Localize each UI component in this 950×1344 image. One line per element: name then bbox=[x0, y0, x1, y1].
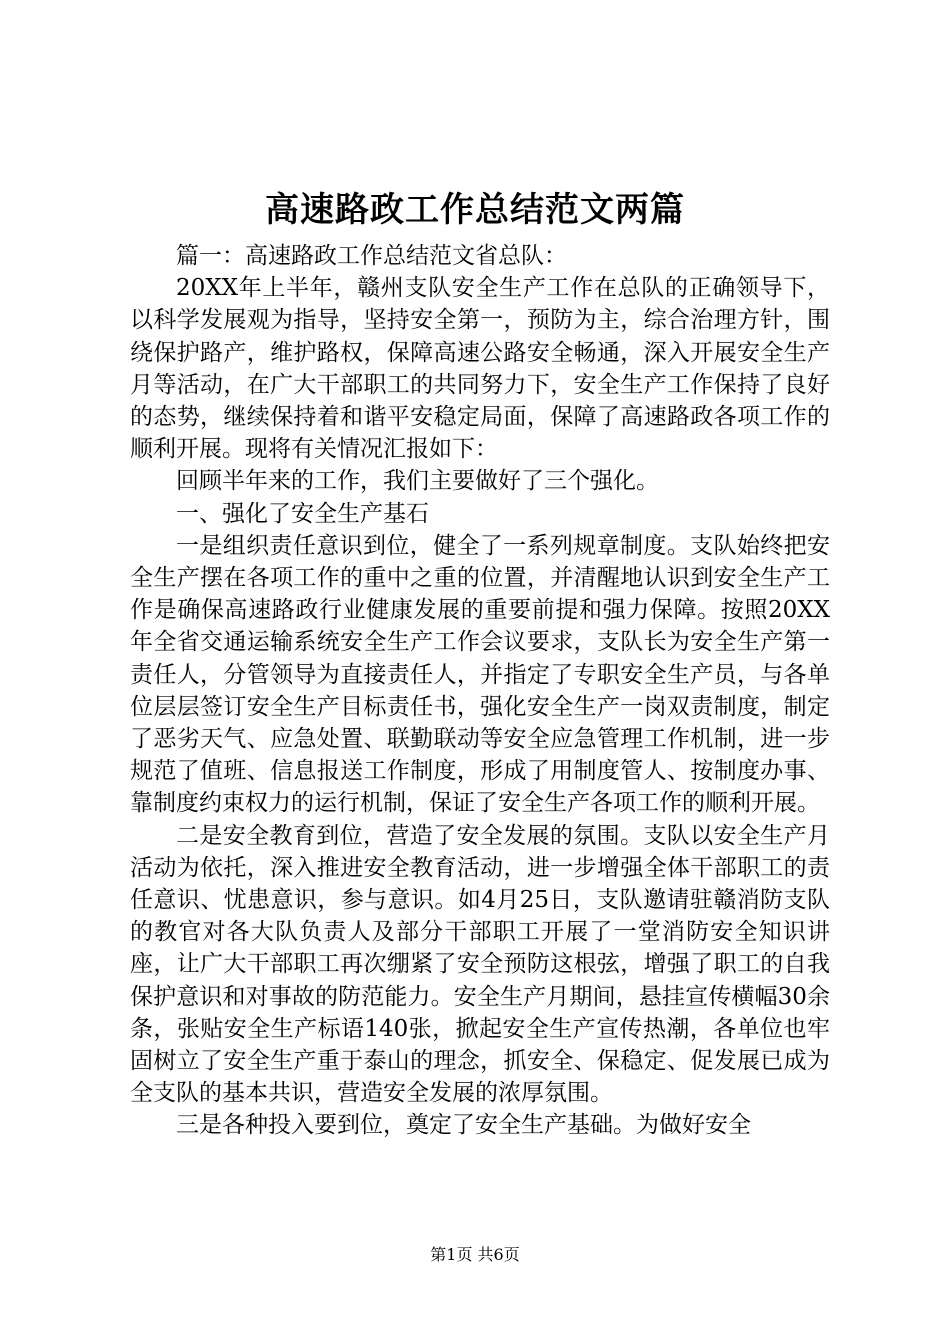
paragraph-section-heading: 篇一：高速路政工作总结范文省总队： bbox=[176, 243, 567, 269]
paragraph-heading-one: 一、强化了安全生产基石 bbox=[176, 500, 429, 527]
paragraph-intro: 20XX年上半年，赣州支队安全生产工作在总队的正确领导下，以科学发展观为指导，坚持安全第一，预防为主，综合治理方针，围绕保护路产，维护路权，保障高速公路安全畅通，深入开展安全生产月等活动，在广大干部职工的共同努力下，安全生产工作保持了良好的态势，继续保持着和谐平安稳定局面，保障了高速路政各项工作的顺利开展。现将有关情况汇报如下： bbox=[130, 275, 830, 463]
paragraph-point-three: 三是各种投入要到位，奠定了安全生产基础。为做好安全 bbox=[176, 1112, 751, 1139]
document-body bbox=[130, 240, 830, 1142]
paragraph-review: 回顾半年来的工作，我们主要做好了三个强化。 bbox=[176, 468, 659, 495]
page-number: 第1页 共6页 bbox=[430, 1245, 520, 1264]
paragraph-point-one: 一是组织责任意识到位，健全了一系列规章制度。支队始终把安全生产摆在各项工作的重中之重的位置，并清醒地认识到安全生产工作是确保高速路政行业健康发展的重要前提和强力保障。按照20XX年全省交通运输系统安全生产工作会议要求，支队长为安全生产第一责任人，分管领导为直接责任人，并指定了专职安全生产员，与各单位层层签订安全生产目标责任书，强化安全生产一岗双责制度，制定了恶劣天气、应急处置、联勤联动等安全应急管理工作机制，进一步规范了值班、信息报送工作制度，形成了用制度管人、按制度办事、靠制度约束权力的运行机制，保证了安全生产各项工作的顺利开展。 bbox=[130, 532, 830, 817]
paragraph-point-two: 二是安全教育到位，营造了安全发展的氛围。支队以安全生产月活动为依托，深入推进安全教育活动，进一步增强全体干部职工的责任意识、忧患意识，参与意识。如4月25日，支队邀请驻赣消防支队的教官对各大队负责人及部分干部职工开展了一堂消防安全知识讲座，让广大干部职工再次绷紧了安全预防这根弦，增强了职工的自我保护意识和对事故的防范能力。安全生产月期间，悬挂宣传横幅30余条，张贴安全生产标语140张，掀起安全生产宣传热潮，各单位也牢固树立了安全生产重于泰山的理念，抓安全、保稳定、促发展已成为全支队的基本共识，营造安全发展的浓厚氛围。 bbox=[130, 822, 830, 1107]
document-title: 高速路政工作总结范文两篇 bbox=[265, 190, 685, 230]
